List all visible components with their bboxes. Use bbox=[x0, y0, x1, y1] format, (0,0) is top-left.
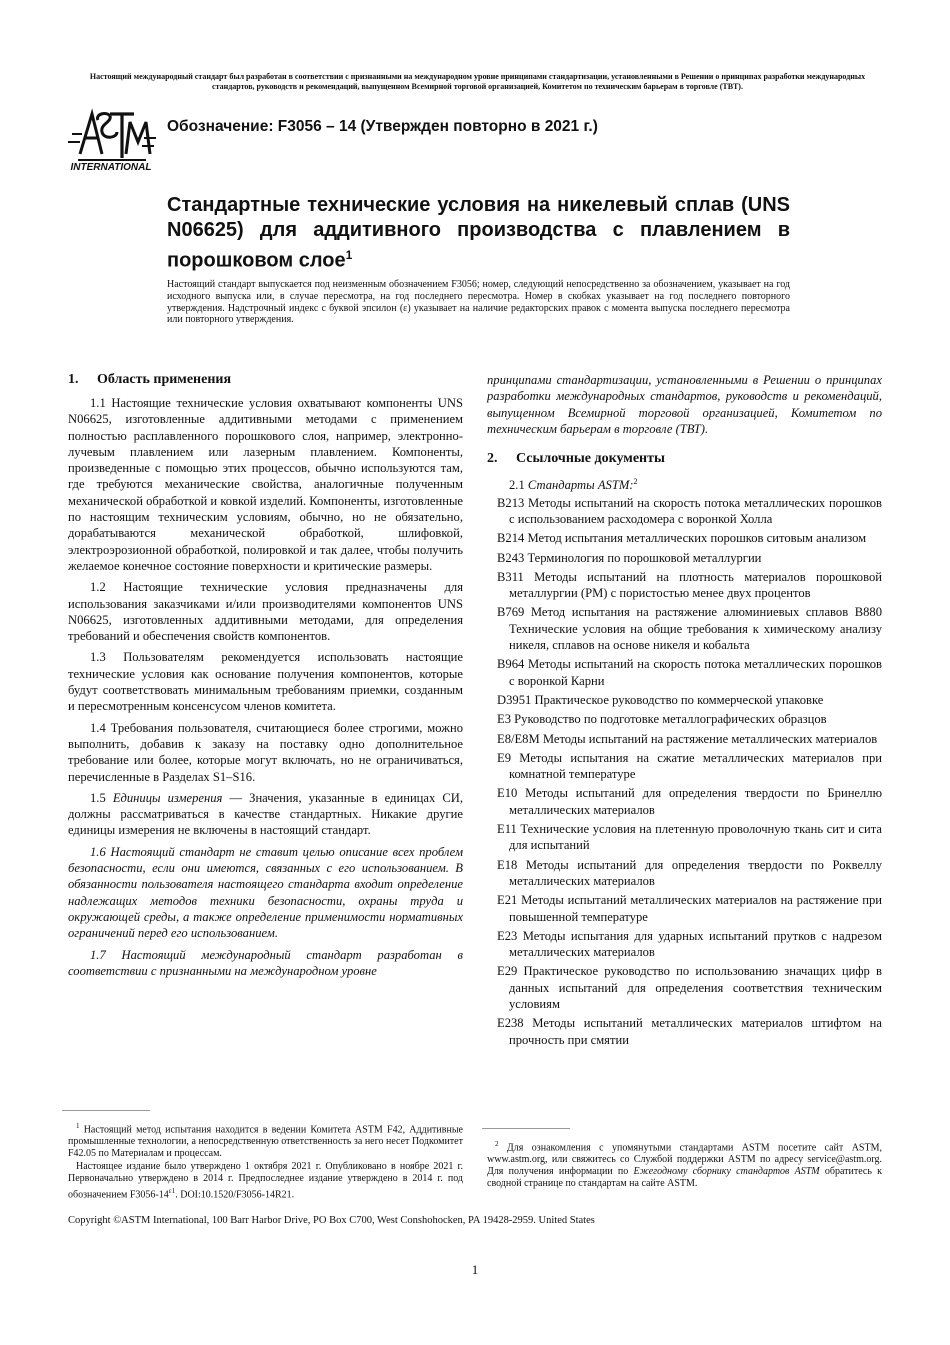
reference-title: Метод испытания металлических порошков ситовым анализом bbox=[527, 531, 867, 546]
issue-note: Настоящий стандарт выпускается под неизменным обозначением F3056; номер, следующий непосредственно за обозначением, указывает на год исходного выпуска или, в случае пересмотра, на год последнего пересмотра. Номер в скобках указывает на год последнего повторного утверждения. Надстрочный индекс с буквой эпсилон (ε) указывает на наличие редакторских правок с момента выпуска последнего пересмотра или повторного утверждения. bbox=[167, 279, 790, 326]
reference-code: B964 bbox=[497, 657, 525, 672]
reference-code: E11 bbox=[497, 822, 517, 837]
footnote-1-para-1 bbox=[68, 1120, 463, 1160]
title-footnote-ref: 1 bbox=[345, 248, 353, 262]
paragraph-1-5-text: — Значения, указанные в единицах СИ, должны рассматриваться в качестве стандартных. Никакие другие единицы измерения не включены в настоящий стандарт. bbox=[68, 790, 464, 838]
reference-item bbox=[475, 963, 882, 1012]
reference-item bbox=[475, 530, 882, 546]
footnote-1-text: Настоящий метод испытания находится в ведении Комитета ASTM F42, Аддитивные промышленные технологии, а непосредственную ответственность за него несет Подкомитет F42.05 по Материалам и процессам. bbox=[68, 1124, 463, 1160]
reference-code: B769 bbox=[497, 605, 525, 620]
reference-title: Методы испытаний для определения твердости по Бринеллю металлических материалов bbox=[509, 786, 882, 817]
reference-code: D3951 bbox=[497, 692, 532, 707]
astm-logo bbox=[62, 108, 160, 174]
reference-item bbox=[475, 1015, 882, 1048]
wto-notice: Настоящий международный стандарт был разработан в соответствии с признанными на международном уровне принципами стандартизации, установленными в Решении о принципах разработки международных стандартов, руководств и рекомендаций, выпущенном Всемирной торговой организацией, Комитетом по техническим барьерам в торговле (ТВТ). bbox=[89, 72, 866, 91]
footnote-1-para-2 bbox=[68, 1161, 463, 1201]
reference-item bbox=[475, 821, 882, 854]
paragraph-1-5 bbox=[68, 790, 463, 839]
reference-item bbox=[475, 731, 882, 747]
footnote-1 bbox=[68, 1120, 463, 1203]
right-column bbox=[487, 372, 882, 1051]
reference-item bbox=[475, 857, 882, 890]
reference-title: Методы испытаний на скорость потока металлических порошков с использованием расходомера с воронкой Холла bbox=[509, 495, 882, 526]
reference-item bbox=[475, 495, 882, 528]
footnote-1-marker: 1 bbox=[76, 1122, 80, 1130]
reference-code: E29 bbox=[497, 964, 518, 979]
title-text: Стандартные технические условия на никелевый сплав (UNS N06625) для аддитивного производства с плавлением в порошковом слое bbox=[167, 194, 790, 272]
subsection-2-1-label: Стандарты ASTM: bbox=[527, 478, 634, 493]
footnote-1-epsilon: ε1 bbox=[168, 1187, 176, 1196]
reference-item bbox=[475, 785, 882, 818]
reference-title: Методы испытания для ударных испытаний прутков с надрезом металлических материалов bbox=[509, 928, 882, 960]
footnote-2-para bbox=[487, 1138, 882, 1190]
reference-title: Практическое руководство по коммерческой упаковке bbox=[534, 692, 824, 707]
reference-code: B214 bbox=[497, 531, 525, 546]
footnote-2-text-a: Для ознакомления с упомянутыми стандартами ASTM посетите сайт ASTM, www.astm.org, или свяжитесь со Службой поддержки ASTM по адресу service@astm.org. Для получения информации по bbox=[487, 1142, 882, 1178]
paragraph-1-7: 1.7 Настоящий международный стандарт разработан в соответствии с признанными на международном уровне bbox=[68, 947, 463, 978]
paragraph-1-2: 1.2 Настоящие технические условия предназначены для использования заказчиками и/или производителями компонентов UNS N06625, изготовленных аддитивными методами, для определения требований и обеспечения свойств компонентов. bbox=[68, 580, 463, 644]
reference-code: E9 bbox=[497, 750, 511, 765]
document-title bbox=[167, 193, 790, 274]
section-2-heading bbox=[487, 451, 882, 467]
reference-item bbox=[475, 928, 882, 961]
reference-code: E238 bbox=[497, 1016, 524, 1031]
reference-item bbox=[475, 892, 882, 925]
paragraph-1-7-continued: принципами стандартизации, установленными в Решении о принципах разработки международных стандартов, руководств и рекомендаций, выпущенном Всемирной торговой организацией, Комитетом по техническим барьерам в торговле (ТВТ). bbox=[487, 373, 882, 436]
reference-code: E3 bbox=[497, 712, 511, 727]
reference-title: Методы испытаний на скорость потока металлических порошков с воронкой Карни bbox=[509, 657, 882, 688]
paragraph-1-4: 1.4 Требования пользователя, считающиеся более строгими, можно выполнить, добавив к заказу на поставку одно дополнительное требование или более, которые могут включать, но не ограничиваться, перечисленные в Разделах S1–S16. bbox=[68, 720, 463, 784]
section-2-title: Ссылочные документы bbox=[516, 451, 665, 467]
paragraph-1-3: 1.3 Пользователям рекомендуется использовать настоящие технические условия как основание получения компонентов, которые будут соответствовать минимальным требованиям приемки, созданным и пересмотренным консенсусом членов комитета. bbox=[68, 650, 463, 714]
footnote-1-doi: . DOI:10.1520/F3056-14R21. bbox=[175, 1189, 295, 1201]
paragraph-1-1: 1.1 Настоящие технические условия охватывают компоненты UNS N06625, изготовленные аддитивными методами с применением полностью расплавленного порошкового слоя, например, электронно-лучевым плавлением или лазерным плавлением. Компоненты, произведенные с помощью этих процессов, обычно используются там, где требуются механические свойства, аналогичные полученным механической обработкой и ковкой изделий. Компоненты, изготовленные по настоящим техническим условиям, обычно, но не обязательно, дорабатываются механической обработкой, шлифовкой, электроэрозионной обработкой, полировкой и так далее, чтобы получить желаемое конечное состояние поверхности и критические размеры. bbox=[68, 396, 463, 573]
reference-title: Методы испытания на сжатие металлических материалов при комнатной температуре bbox=[509, 750, 882, 782]
astm-standards-subheading bbox=[509, 474, 882, 493]
reference-item bbox=[475, 750, 882, 783]
reference-code: E21 bbox=[497, 893, 518, 908]
reference-item bbox=[475, 569, 882, 602]
reference-title: Методы испытаний на плотность материалов порошковой металлургии (PM) с пористостью менее двух процентов bbox=[509, 569, 882, 601]
reference-item bbox=[475, 604, 882, 653]
footnote-1-edition-text: Настоящее издание было утверждено 1 октября 2021 г. Опубликовано в ноябре 2021 г. Первоначально утверждено в 2014 г. Предпоследнее издание утверждено в 2014 г. под обозначением F3056-14 bbox=[68, 1161, 463, 1201]
copyright-line: Copyright ©ASTM International, 100 Barr Harbor Drive, PO Box C700, West Conshohocken, PA 19428-2959. United States bbox=[68, 1215, 595, 1226]
paragraph-1-6: 1.6 Настоящий стандарт не ставит целью описание всех проблем безопасности, если они имеются, связанных с его использованием. В обязанности пользователя настоящего стандарта входит определение надлежащих методов техники безопасности, охраны труда и окружающей среды, а также определение применимости нормативных ограничений перед его использованием. bbox=[68, 844, 463, 941]
reference-item bbox=[475, 692, 882, 708]
footnote-2-marker: 2 bbox=[495, 1140, 499, 1148]
reference-code: B213 bbox=[497, 495, 525, 510]
reference-list bbox=[487, 495, 882, 1048]
reference-code: B243 bbox=[497, 550, 525, 565]
reference-title: Методы испытаний металлических материалов на растяжение при повышенной температуре bbox=[509, 893, 882, 924]
subsection-2-1-footnote-ref: 2 bbox=[633, 477, 638, 487]
reference-code: E10 bbox=[497, 786, 518, 801]
footnote-2 bbox=[487, 1138, 882, 1191]
logo-wordmark: INTERNATIONAL bbox=[70, 162, 152, 173]
reference-title: Практическое руководство по использованию значащих цифр в данных испытаний для определения соответствия техническим условиям bbox=[509, 964, 882, 1011]
footnote-rule-left bbox=[62, 1110, 150, 1111]
reference-title: Метод испытания на растяжение алюминиевых сплавов B880 Технические условия на общие требования к химическому анализу никеля, сплавов на основе никеля и кобальта bbox=[509, 605, 882, 653]
reference-title: Методы испытаний на растяжение металлических материалов bbox=[542, 731, 878, 746]
page-number: 1 bbox=[471, 1262, 479, 1277]
standard-designation: Обозначение: F3056 – 14 (Утвержден повторно в 2021 г.) bbox=[167, 118, 598, 135]
paragraph-1-5-number: 1.5 bbox=[90, 790, 113, 805]
reference-title: Методы испытаний металлических материалов штифтом на прочность при смятии bbox=[509, 1016, 882, 1047]
reference-item bbox=[475, 711, 882, 727]
reference-code: E8/E8M bbox=[497, 731, 540, 746]
reference-code: B311 bbox=[497, 569, 524, 584]
left-column bbox=[68, 372, 463, 984]
reference-title: Технические условия на плетенную проволочную ткань сит и сита для испытаний bbox=[509, 822, 882, 853]
reference-title: Терминология по порошковой металлургии bbox=[527, 550, 762, 565]
subsection-2-1-number: 2.1 bbox=[509, 478, 528, 493]
footnote-rule-right bbox=[482, 1128, 570, 1129]
section-1-heading bbox=[68, 372, 463, 388]
reference-code: E23 bbox=[497, 928, 518, 943]
reference-item bbox=[475, 656, 882, 689]
section-1-number: 1. bbox=[68, 372, 79, 387]
footnote-2-text-b: обратитесь к сводной странице по стандартам на сайте ASTM. bbox=[487, 1166, 883, 1190]
reference-code: E18 bbox=[497, 857, 518, 872]
reference-title: Руководство по подготовке металлографических образцов bbox=[514, 712, 827, 727]
section-2-number: 2. bbox=[487, 451, 498, 467]
paragraph-1-5-label: Единицы измерения bbox=[112, 790, 223, 805]
reference-title: Методы испытаний для определения твердости по Роквеллу металлических материалов bbox=[509, 857, 882, 888]
footnote-2-annual-book: Ежегодному сборнику стандартов ASTM bbox=[633, 1166, 820, 1178]
section-1-title: Область применения bbox=[97, 372, 232, 387]
reference-item bbox=[475, 550, 882, 566]
